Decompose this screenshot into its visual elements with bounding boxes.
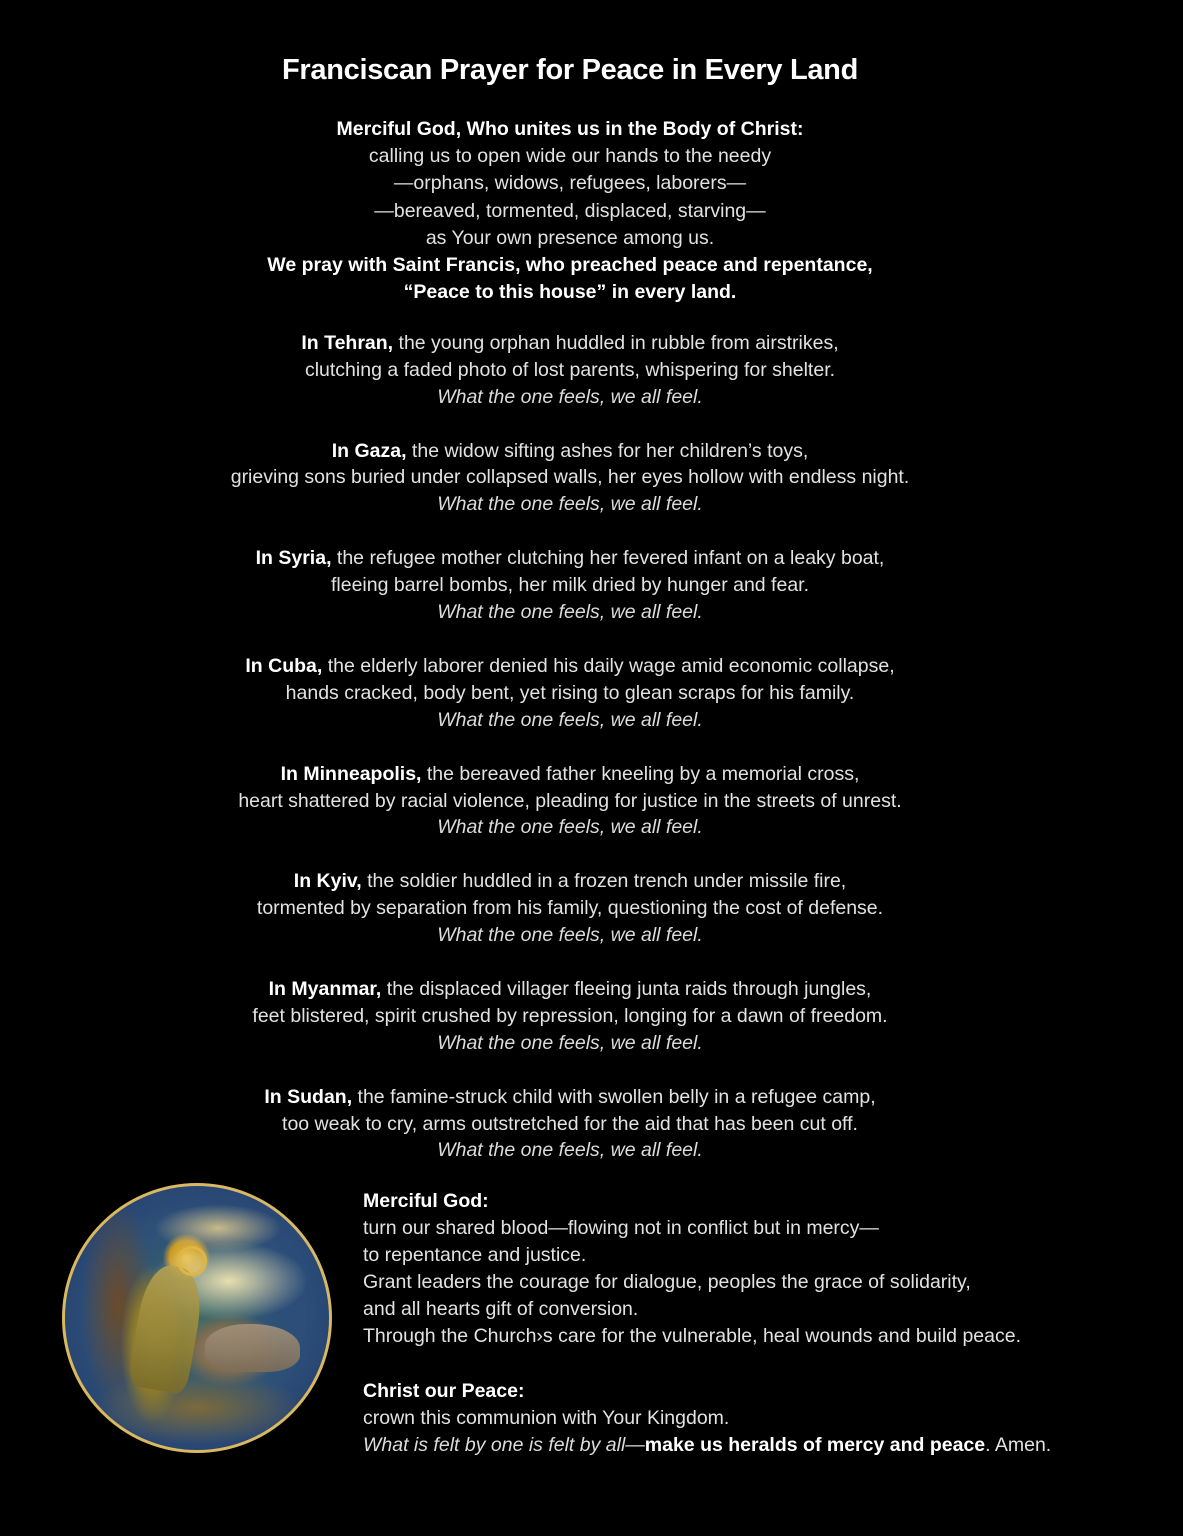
stanza-line: grieving sons buried under collapsed walls, her eyes hollow with endless night. [230,466,910,489]
stanza-syria [0,545,1140,625]
stanza-place: In Sudan, [264,1085,353,1108]
stanza-refrain: What the one feels, we all feel. [437,816,703,839]
intro-line: —bereaved, tormented, displaced, starving— [374,199,766,222]
stanza-place: In Syria, [255,547,332,570]
intro-bold-line: We pray with Saint Francis, who preached peace and repentance, [267,254,873,277]
stanza-line: feet blistered, spirit crushed by repression, longing for a dawn of freedom. [252,1004,888,1027]
stanza-gaza [0,438,1140,518]
stanza-cuba [0,653,1140,733]
closing-heading: Merciful God: [363,1190,489,1212]
stanza-list [0,330,1140,1192]
stanza-line: heart shattered by racial violence, pleading for justice in the streets of unrest. [238,789,902,812]
closing-line: to repentance and justice. [363,1244,587,1267]
wolf-figure [205,1324,300,1372]
stanza-refrain: What the one feels, we all feel. [437,1031,703,1054]
stanza-place: In Kyiv, [293,870,362,893]
stanza-line: too weak to cry, arms outstretched for the aid that has been cut off. [282,1112,858,1135]
closing-spacer [363,1351,1051,1378]
intro-line: —orphans, widows, refugees, laborers— [393,172,747,195]
stanza-refrain: What the one feels, we all feel. [437,600,703,623]
stanza-line: clutching a faded photo of lost parents, whispering for shelter. [304,358,836,381]
stanza-place: In Myanmar, [268,978,382,1001]
stanza-line: hands cracked, body bent, yet rising to glean scraps for his family. [285,681,855,704]
stanza-line: fleeing barrel bombs, her milk dried by hunger and fear. [330,574,810,597]
closing-line: crown this communion with Your Kingdom. [363,1406,730,1429]
stanza-sudan [0,1084,1140,1164]
stanza-place: In Gaza, [331,439,407,462]
saint-francis-figure [127,1262,208,1396]
closing-final-end: . Amen. [985,1433,1052,1456]
closing-line: Through the Church›s care for the vulnerable, heal wounds and build peace. [363,1325,1021,1348]
stanza-minneapolis [0,761,1140,841]
stanza-refrain: What the one feels, we all feel. [437,924,703,947]
closing-line: turn our shared blood—flowing not in conflict but in mercy— [363,1217,879,1240]
halo-icon [177,1246,207,1276]
stanza-refrain: What the one feels, we all feel. [437,708,703,731]
stanza-line: the elderly laborer denied his daily wage amid economic collapse, [322,655,895,678]
intro-section [0,116,1140,306]
closing-heading: Christ our Peace: [363,1379,525,1402]
stanza-refrain: What the one feels, we all feel. [437,1139,703,1162]
stanza-line: the refugee mother clutching her fevered infant on a leaky boat, [331,547,885,570]
stanza-kyiv [0,868,1140,948]
stanza-myanmar [0,976,1140,1056]
stanza-refrain: What the one feels, we all feel. [437,493,703,516]
stanza-line: tormented by separation from his family, questioning the cost of defense. [256,897,884,920]
maiolica-plate-image [62,1183,332,1453]
closing-prayer [363,1188,1051,1459]
stanza-line: the soldier huddled in a frozen trench under missile fire, [361,870,847,893]
closing-line: and all hearts gift of conversion. [363,1298,639,1321]
stanza-line: the displaced villager fleeing junta raids through jungles, [381,978,872,1001]
intro-line: calling us to open wide our hands to the needy [368,145,772,168]
stanza-place: In Cuba, [245,655,323,678]
closing-line: Grant leaders the courage for dialogue, peoples the grace of solidarity, [363,1271,971,1294]
closing-final-italic: What is felt by one is felt by all— [363,1433,645,1456]
stanza-place: In Minneapolis, [280,762,422,785]
stanza-place: In Tehran, [301,332,394,354]
closing-final-line [363,1432,1051,1459]
stanza-line: the bereaved father kneeling by a memorial cross, [421,762,860,785]
page-title: Franciscan Prayer for Peace in Every Land [281,54,859,86]
stanza-tehran [0,330,1140,410]
intro-bold-line: “Peace to this house” in every land. [403,281,737,304]
intro-line: as Your own presence among us. [425,226,715,249]
intro-heading: Merciful God, Who unites us in the Body of Christ: [336,118,804,140]
stanza-line: the young orphan huddled in rubble from airstrikes, [393,332,839,354]
closing-final-bold: make us heralds of mercy and peace [644,1433,986,1456]
stanza-line: the famine-struck child with swollen belly in a refugee camp, [352,1085,876,1108]
stanza-line: the widow sifting ashes for her children’s toys, [406,439,809,462]
stanza-refrain: What the one feels, we all feel. [437,385,703,408]
